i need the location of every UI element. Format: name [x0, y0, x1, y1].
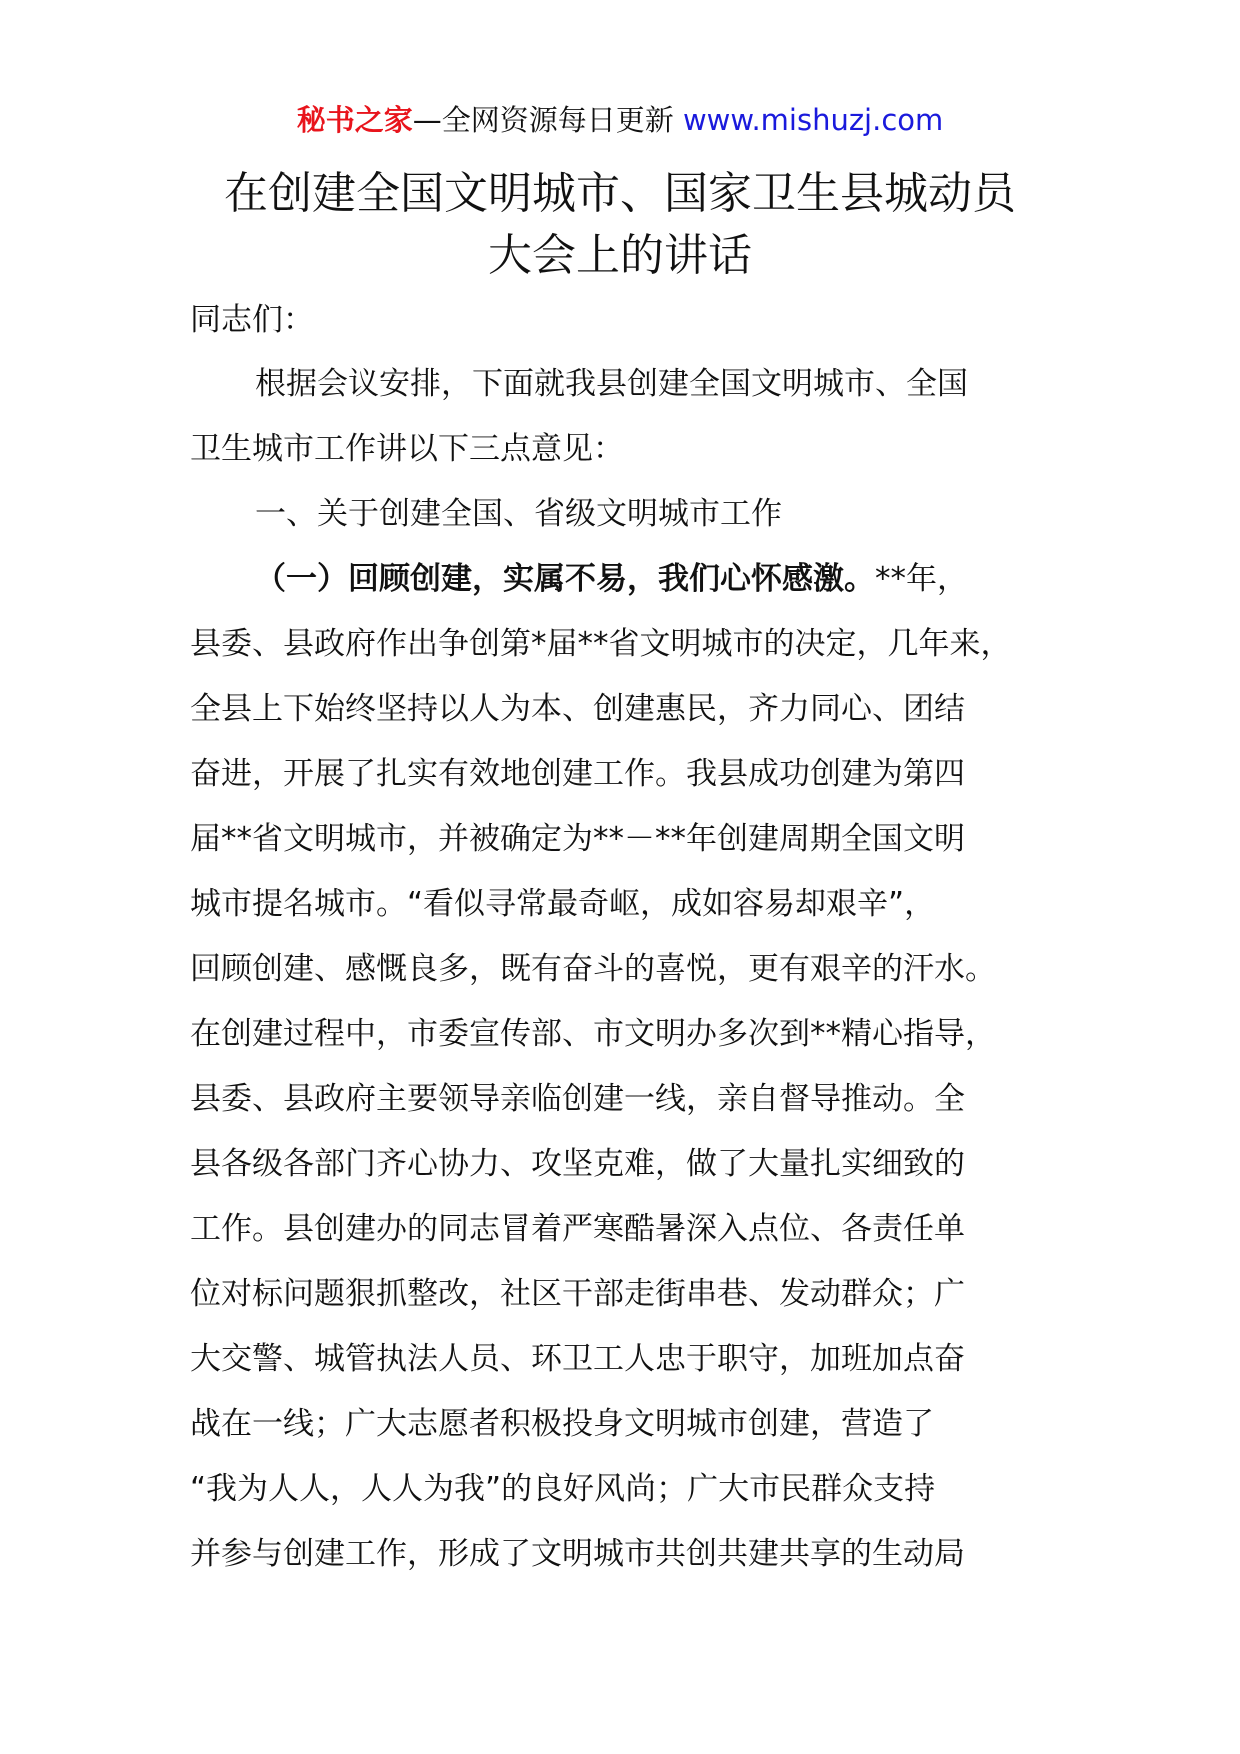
paragraph-line: 全县上下始终坚持以人为本、创建惠民，齐力同心、团结	[190, 691, 965, 727]
site-url-link[interactable]: www.mishuzj.com	[682, 103, 944, 137]
paragraph-line: 并参与创建工作，形成了文明城市共创共建共享的生动局	[190, 1536, 965, 1572]
header-tagline: —全网资源每日更新	[412, 103, 683, 137]
paragraph-line: 在创建过程中，市委宣传部、市文明办多次到**精心指导，	[190, 1016, 996, 1052]
site-header	[0, 100, 1240, 140]
paragraph-line: 位对标问题狠抓整改，社区干部走街串巷、发动群众；广	[190, 1276, 965, 1312]
paragraph-line: “我为人人，人人为我”的良好风尚；广大市民群众支持	[190, 1471, 936, 1507]
paragraph-line: 县委、县政府主要领导亲临创建一线，亲自督导推动。全	[190, 1081, 965, 1117]
document-title-line-1: 在创建全国文明城市、国家卫生县城动员	[224, 168, 1016, 219]
subsection-paragraph-start	[255, 557, 1240, 601]
paragraph-line: 届**省文明城市，并被确定为**－**年创建周期全国文明	[190, 821, 965, 857]
paragraph-line: 县各级各部门齐心协力、攻坚克难，做了大量扎实细致的	[190, 1146, 965, 1182]
paragraph-line: 回顾创建、感慨良多，既有奋斗的喜悦，更有艰辛的汗水。	[190, 951, 996, 987]
subsection-heading-1: （一）回顾创建，实属不易，我们心怀感激。	[255, 561, 875, 597]
section-heading-1: 一、关于创建全国、省级文明城市工作	[255, 496, 782, 532]
intro-line-2: 卫生城市工作讲以下三点意见：	[190, 431, 624, 467]
paragraph-line: 工作。县创建办的同志冒着严寒酷暑深入点位、各责任单	[190, 1211, 965, 1247]
paragraph-line: 城市提名城市。“看似寻常最奇岖，成如容易却艰辛”，	[190, 886, 936, 922]
paragraph-line: 县委、县政府作出争创第*届**省文明城市的决定，几年来，	[190, 626, 1012, 662]
paragraph-line: 大交警、城管执法人员、环卫工人忠于职守，加班加点奋	[190, 1341, 965, 1377]
paragraph-line: 奋进，开展了扎实有效地创建工作。我县成功创建为第四	[190, 756, 965, 792]
brand-name: 秘书之家	[296, 103, 413, 137]
salutation: 同志们：	[190, 302, 314, 338]
paragraph-line: 战在一线；广大志愿者积极投身文明城市创建，营造了	[190, 1406, 934, 1442]
intro-line-1: 根据会议安排，下面就我县创建全国文明城市、全国	[255, 366, 968, 402]
document-title-line-2: 大会上的讲话	[488, 230, 752, 281]
paragraph-lead-text: **年，	[875, 561, 968, 597]
